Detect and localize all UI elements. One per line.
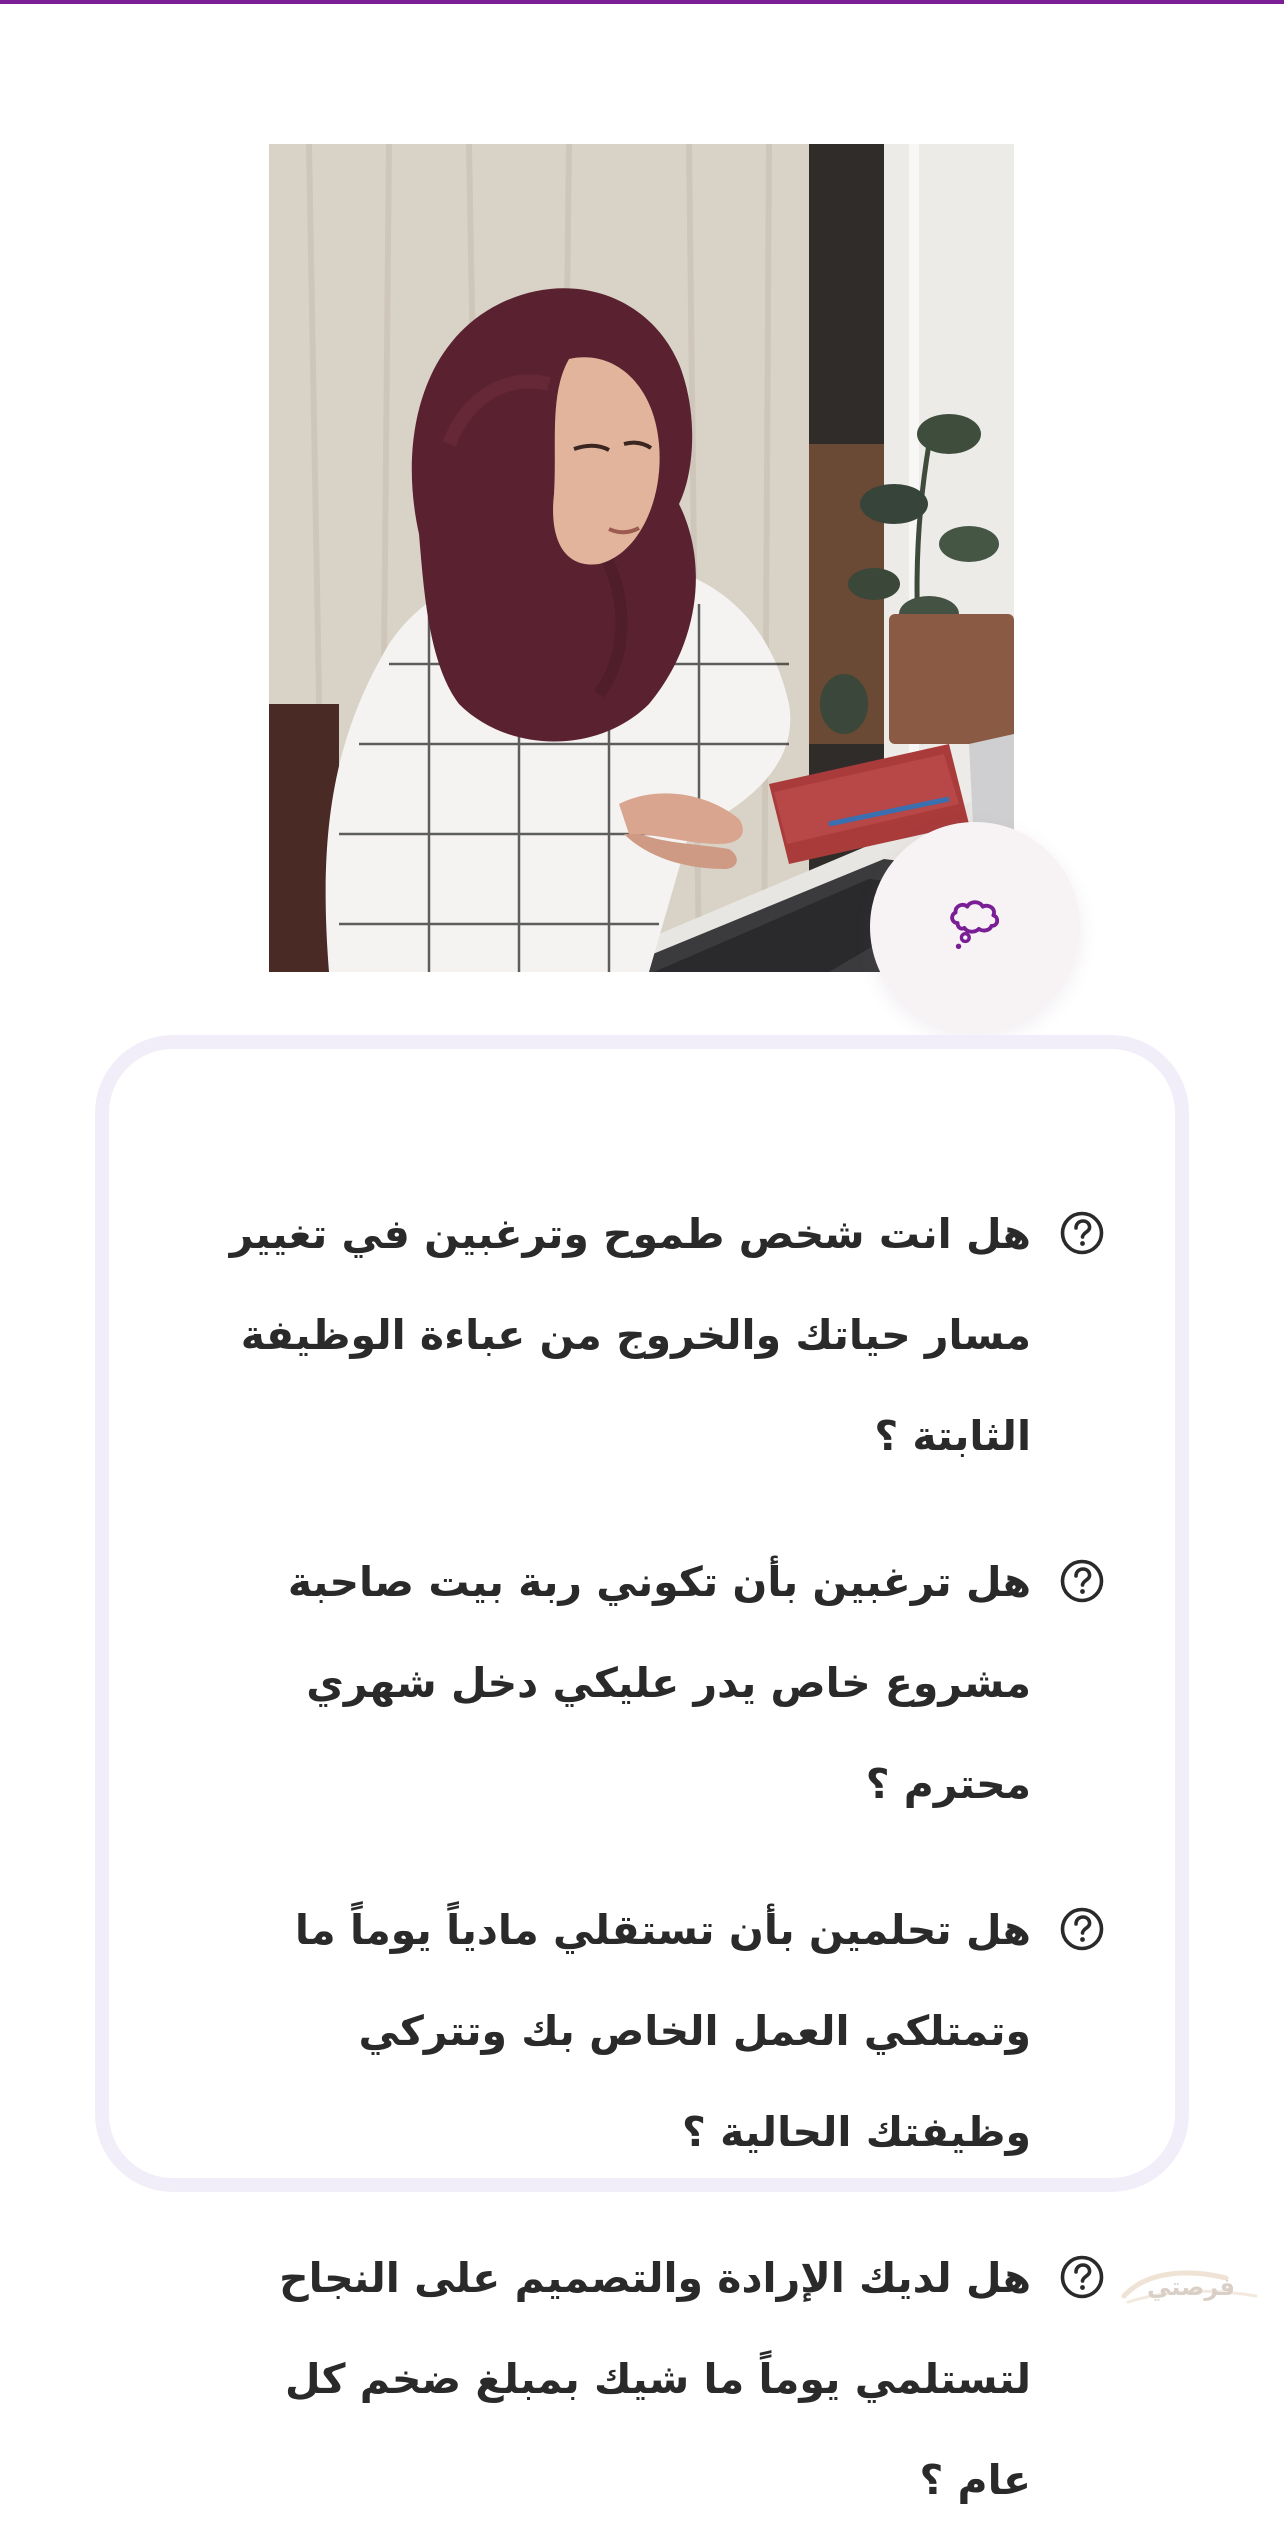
question-text: هل انت شخص طموح وترغبين في تغيير مسار حياتك والخروج من عباءة الوظيفة الثابتة ؟ (229, 1210, 1031, 1460)
hero-photo-illustration (269, 144, 1014, 972)
question-text: هل ترغبين بأن تكوني ربة بيت صاحبة مشروع خاص يدر عليكي دخل شهري محترم ؟ (287, 1558, 1031, 1808)
list-item (219, 2228, 1105, 2531)
list-item (219, 1880, 1105, 2183)
list-item (219, 1532, 1105, 1835)
thought-bubble-icon (944, 894, 1006, 960)
hero-photo (269, 144, 1014, 972)
question-circle-icon (1059, 2254, 1105, 2300)
question-circle-icon (1059, 1210, 1105, 1256)
watermark-logo (1116, 2262, 1266, 2312)
question-text: هل لديك الإرادة والتصميم على النجاح لتستلمي يوماً ما شيك بمبلغ ضخم كل عام ؟ (279, 2254, 1031, 2504)
list-item (219, 1184, 1105, 1487)
question-circle-icon (1059, 1906, 1105, 1952)
watermark-text: فرصتي (1147, 2273, 1235, 2301)
question-circle-icon (1059, 1558, 1105, 1604)
question-text: هل تحلمين بأن تستقلي مادياً يوماً ما وتمتلكي العمل الخاص بك وتتركي وظيفتك الحالية ؟ (294, 1906, 1031, 2156)
thought-badge (870, 822, 1080, 1032)
questions-card (95, 1035, 1189, 2504)
question-list (219, 1184, 1105, 2531)
top-accent-bar (0, 0, 1284, 4)
